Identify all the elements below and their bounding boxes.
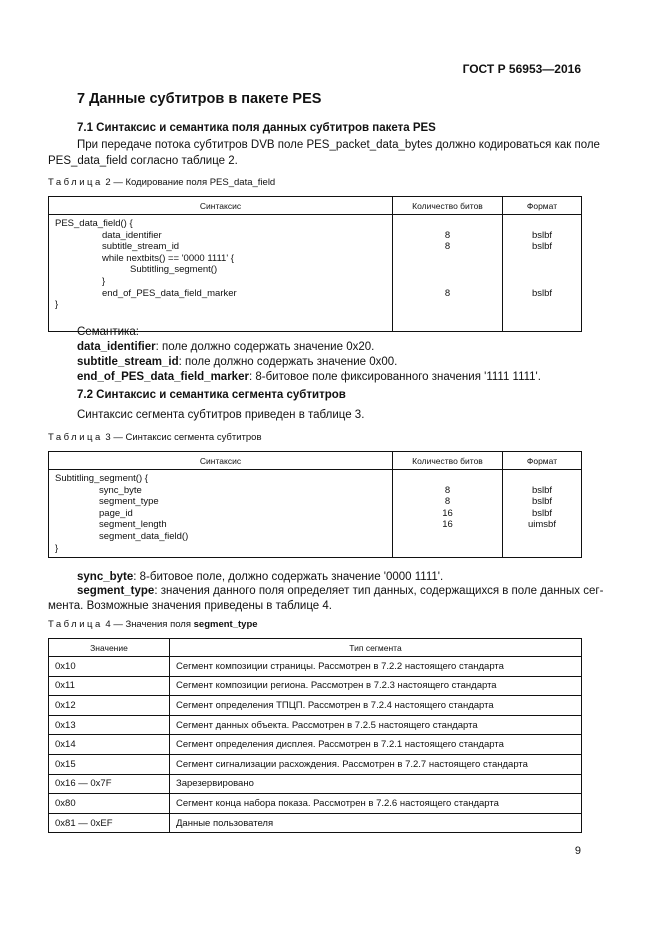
value-cell: 0x15 — [49, 754, 170, 774]
table-row — [49, 754, 582, 774]
caption-word: Таблица — [48, 619, 103, 630]
table4 — [48, 638, 582, 833]
semantics-item — [77, 369, 541, 385]
value-cell: 0x16 — 0x7F — [49, 774, 170, 794]
table4-caption — [48, 619, 258, 630]
type-cell: Сегмент композиции страницы. Рассмотрен в 7.2.2 настоящего стандарта — [170, 657, 582, 677]
table-row — [49, 676, 582, 696]
bits-value — [393, 218, 502, 230]
caption-word: Таблица — [48, 432, 103, 443]
table-row — [49, 774, 582, 794]
term-desc: : поле должно содержать значение 0x20. — [155, 341, 375, 353]
syntax-line: segment_data_field() — [99, 530, 189, 542]
value-cell: 0x13 — [49, 715, 170, 735]
value-cell: 0x10 — [49, 657, 170, 677]
table-row — [49, 657, 582, 677]
term: sync_byte — [77, 571, 134, 583]
table2-caption — [48, 177, 275, 188]
bits-value — [393, 264, 502, 276]
format-value — [503, 276, 581, 288]
section-title: 7 Данные субтитров в пакете PES — [77, 91, 322, 107]
syntax-line: subtitle_stream_id — [102, 241, 180, 253]
caption-bold: segment_type — [193, 619, 258, 630]
bits-value: 8 — [444, 484, 451, 496]
bits-value: 8 — [444, 229, 451, 241]
syntax-line: } — [55, 299, 59, 311]
table-header: Количество битов — [393, 197, 503, 215]
type-cell: Сегмент композиции региона. Рассмотрен в 7.2.3 настоящего стандарта — [170, 676, 582, 696]
syntax-line: } — [55, 542, 59, 554]
format-value: bslbf — [531, 484, 553, 496]
document-header: ГОСТ Р 56953—2016 — [462, 62, 581, 76]
table-row — [49, 813, 582, 833]
syntax-line: Subtitling_segment() — [130, 264, 218, 276]
bits-value — [393, 276, 502, 288]
table-header: Синтаксис — [49, 452, 393, 470]
type-cell: Сегмент определения ТПЦП. Рассмотрен в 7.2.4 настоящего стандарта — [170, 696, 582, 716]
syntax-line: sync_byte — [99, 484, 142, 496]
term-desc: : значения данного поля определяет тип данных, содержащихся в поле данных сег- — [154, 585, 604, 597]
bits-value: 8 — [444, 287, 451, 299]
value-cell: 0x12 — [49, 696, 170, 716]
bits-value — [393, 531, 502, 543]
semantics-item — [77, 339, 374, 355]
subsection-title-7-2: 7.2 Синтаксис и семантика сегмента субтитров — [77, 389, 346, 401]
semantics-label: Семантика: — [77, 326, 139, 338]
value-cell: 0x81 — 0xEF — [49, 813, 170, 833]
format-value — [503, 218, 581, 230]
semantics-item — [77, 354, 397, 370]
syntax-line: Subtitling_segment() { — [55, 473, 148, 484]
value-cell: 0x14 — [49, 735, 170, 755]
format-value: bslbf — [531, 287, 553, 299]
bits-value: 8 — [444, 496, 451, 508]
format-value: uimsbf — [528, 519, 556, 531]
type-cell: Сегмент данных объекта. Рассмотрен в 7.2.5 настоящего стандарта — [170, 715, 582, 735]
value-cell: 0x11 — [49, 676, 170, 696]
format-value: bslbf — [531, 507, 553, 519]
segment-type-semantic — [77, 583, 603, 599]
format-value — [503, 299, 581, 311]
term: segment_type — [77, 585, 155, 597]
syntax-line: while nextbits() == '0000 1111' { — [102, 252, 234, 264]
table-header: Синтаксис — [49, 197, 393, 215]
table-row — [49, 794, 582, 814]
segment-type-semantic-cont: мента. Возможные значения приведены в таблице 4. — [48, 600, 332, 612]
table-row — [49, 696, 582, 716]
syntax-cell — [49, 215, 393, 332]
syntax-line: data_identifier — [102, 229, 162, 241]
format-cell — [503, 215, 582, 332]
term-desc: : поле должно содержать значение 0x00. — [178, 356, 398, 368]
format-value — [503, 264, 581, 276]
format-value — [503, 253, 581, 265]
syntax-line: page_id — [99, 507, 133, 519]
syntax-line: end_of_PES_data_field_marker — [102, 287, 237, 299]
bits-value — [393, 253, 502, 265]
paragraph: Синтаксис сегмента субтитров приведен в таблице 3. — [77, 409, 365, 421]
format-value: bslbf — [531, 496, 553, 508]
table3-caption — [48, 432, 262, 443]
caption-word: Таблица — [48, 177, 103, 188]
table-header: Формат — [503, 452, 582, 470]
syntax-cell — [49, 470, 393, 558]
caption-text: 3 — Синтаксис сегмента субтитров — [105, 432, 262, 443]
table-header: Тип сегмента — [170, 639, 582, 657]
syntax-line: PES_data_field() { — [55, 218, 133, 229]
paragraph-line-1: При передаче потока субтитров DVB поле PES_packet_data_bytes должно кодироваться как поле — [77, 139, 600, 151]
term: data_identifier — [77, 341, 156, 353]
format-value: bslbf — [531, 229, 553, 241]
format-value: bslbf — [531, 241, 553, 253]
term: end_of_PES_data_field_marker — [77, 371, 249, 383]
table-header: Количество битов — [393, 452, 503, 470]
table-header: Формат — [503, 197, 582, 215]
term-desc: : 8-битовое поле фиксированного значения '1111 1111'. — [248, 371, 541, 383]
term: subtitle_stream_id — [77, 356, 179, 368]
table-row — [49, 735, 582, 755]
format-value — [503, 531, 581, 543]
bits-cell — [393, 470, 503, 558]
bits-value: 8 — [444, 241, 451, 253]
type-cell: Сегмент сигнализации расхождения. Рассмотрен в 7.2.7 настоящего стандарта — [170, 754, 582, 774]
paragraph-line-2: PES_data_field согласно таблице 2. — [48, 155, 238, 167]
bits-value: 16 — [442, 519, 453, 531]
type-cell: Сегмент определения дисплея. Рассмотрен в 7.2.1 настоящего стандарта — [170, 735, 582, 755]
table2 — [48, 196, 582, 332]
type-cell: Данные пользователя — [170, 813, 582, 833]
type-cell: Зарезервировано — [170, 774, 582, 794]
bits-cell — [393, 215, 503, 332]
bits-value — [393, 543, 502, 555]
syntax-line: } — [102, 275, 106, 287]
bits-value: 16 — [442, 507, 453, 519]
format-cell — [503, 470, 582, 558]
caption-text: 4 — Значения поля — [105, 619, 191, 630]
table-header: Значение — [49, 639, 170, 657]
bits-value — [393, 299, 502, 311]
bits-value — [393, 473, 502, 485]
value-cell: 0x80 — [49, 794, 170, 814]
subsection-title-7-1: 7.1 Синтаксис и семантика поля данных субтитров пакета PES — [77, 122, 436, 134]
syntax-line: segment_length — [99, 519, 167, 531]
table-row — [49, 715, 582, 735]
syntax-line: segment_type — [99, 496, 159, 508]
format-value — [503, 473, 581, 485]
caption-text: 2 — Кодирование поля PES_data_field — [105, 177, 276, 188]
page-number: 9 — [574, 845, 581, 857]
table3 — [48, 451, 582, 558]
format-value — [503, 543, 581, 555]
type-cell: Сегмент конца набора показа. Рассмотрен в 7.2.6 настоящего стандарта — [170, 794, 582, 814]
term-desc: : 8-битовое поле, должно содержать значение '0000 1111'. — [133, 571, 444, 583]
